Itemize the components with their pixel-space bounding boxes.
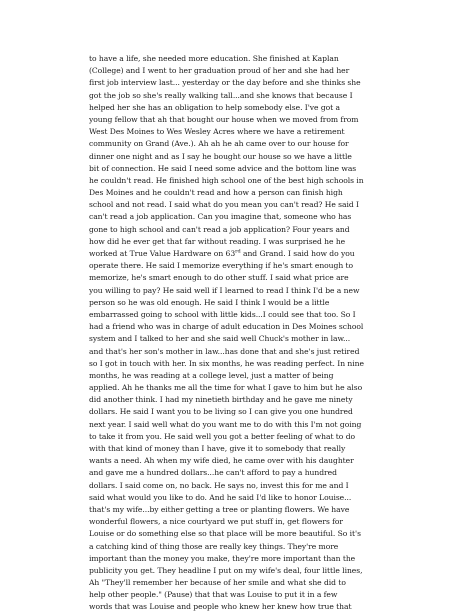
text-line: dollars. I said come on, no back. He says no, invest this for me and I <box>89 480 349 490</box>
text-line: how did he ever get that far without reading. I was surprised he he <box>89 236 346 246</box>
text-line: wonderful flowers, a nice courtyard we put stuff in, get flowers for <box>89 517 344 527</box>
text-line: with that kind of money than I have, give it to somebody that really <box>89 444 346 453</box>
text-line: that's my wife...by either getting a tree or planting flowers. We have <box>89 504 350 514</box>
text-line: Ah "They'll remember her because of her smile and what she did to <box>89 578 346 588</box>
text-line: wants a need. Ah when my wife died, he came over with his daughter <box>89 456 354 466</box>
text-line: to have a life, she needed more education. She finished at Kaplan <box>89 54 339 63</box>
text-line: words that was Louise and people who knew her knew how true that <box>89 602 352 612</box>
text-line: operate there. He said I memorize everything if he's smart enough to <box>89 261 354 271</box>
text-line: did another think. I had my ninetieth birthday and he gave me ninety <box>89 395 353 405</box>
text-line: dinner one night and as I say he bought our house so we have a little <box>89 151 352 161</box>
text-line: publicity you get. They headline I put on my wife's deal, four little lines, <box>89 565 363 575</box>
text-line: school and not read. I said what do you mean you can't read? He said I <box>89 200 359 210</box>
text-line: embarrassed going to school with little kids...I could see that too. So I <box>89 309 356 319</box>
text-line: (College) and I went to her graduation proud of her and she had her <box>89 66 350 76</box>
text-line: months, he was reading at a college level, just a matter of being <box>89 370 334 380</box>
text-line: next year. I said well what do you want me to do with this I'm not going <box>89 419 362 429</box>
body-text <box>89 53 389 614</box>
text-line: memorize, he's smart enough to do other stuff. I said what price are <box>89 273 349 283</box>
text-line: gone to high school and can't read a job application? Four years and <box>89 224 350 234</box>
text-line: he couldn't read. He finished high school one of the best high schools in <box>89 175 364 185</box>
text-line: West Des Moines to Wes Wesley Acres where we have a retirement <box>89 127 345 137</box>
text-line: you willing to pay? He said well if I learned to read I think I'd be a new <box>89 285 360 295</box>
text-line: and gave me a hundred dollars...he can't afford to pay a hundred <box>89 468 337 478</box>
text-line: worked at True Value Hardware on 63rd and Grand. I said how do you <box>89 248 355 258</box>
text-line: said what would you like to do. And he said I'd like to honor Louise... <box>89 492 352 502</box>
ordinal-suffix: rd <box>235 248 241 255</box>
text-line: first job interview last... yesterday or the day before and she thinks she <box>89 78 361 88</box>
text-line: young fellow that ah that bought our house when we moved from from <box>89 114 359 124</box>
text-line: person so he was old enough. He said I think I would be a little <box>89 297 330 307</box>
text-line: so I got in touch with her. In six months, he was reading perfect. In nine <box>89 358 364 368</box>
text-line: a catching kind of thing those are really key things. They're more <box>89 541 339 551</box>
text-line: to take it from you. He said well you got a better feeling of what to do <box>89 431 356 441</box>
text-line: important than the money you make, they're more important than the <box>89 553 356 563</box>
text-line: dollars. He said I want you to be living so I can give you one hundred <box>89 407 353 417</box>
text-line: community on Grand (Ave.). Ah ah he ah came over to our house for <box>89 139 349 149</box>
text-line: help other people." (Pause) that that was Louise to put it in a few <box>89 590 338 600</box>
text-line: Louise or do something else so that place will be more beautiful. So it's <box>89 529 361 539</box>
text-line: had a friend who was in charge of adult education in Des Moines school <box>89 322 364 332</box>
text-line: helped her she has an obligation to help somebody else. I've got a <box>89 102 341 112</box>
text-line: can't read a job application. Can you imagine that, someone who has <box>89 212 352 222</box>
text-line: bit of connection. He said I need some advice and the bottom line was <box>89 163 357 173</box>
text-line: system and I talked to her and she said well Chuck's mother in law... <box>89 334 351 344</box>
text-line: Des Moines and he couldn't read and how a person can finish high <box>89 188 343 198</box>
text-line: applied. Ah he thanks me all the time for what I gave to him but he also <box>89 383 363 393</box>
text-line: and that's her son's mother in law...has done that and she's just retired <box>89 346 360 356</box>
text-line: got the job so she's really walking tall...and she knows that because I <box>89 90 353 100</box>
